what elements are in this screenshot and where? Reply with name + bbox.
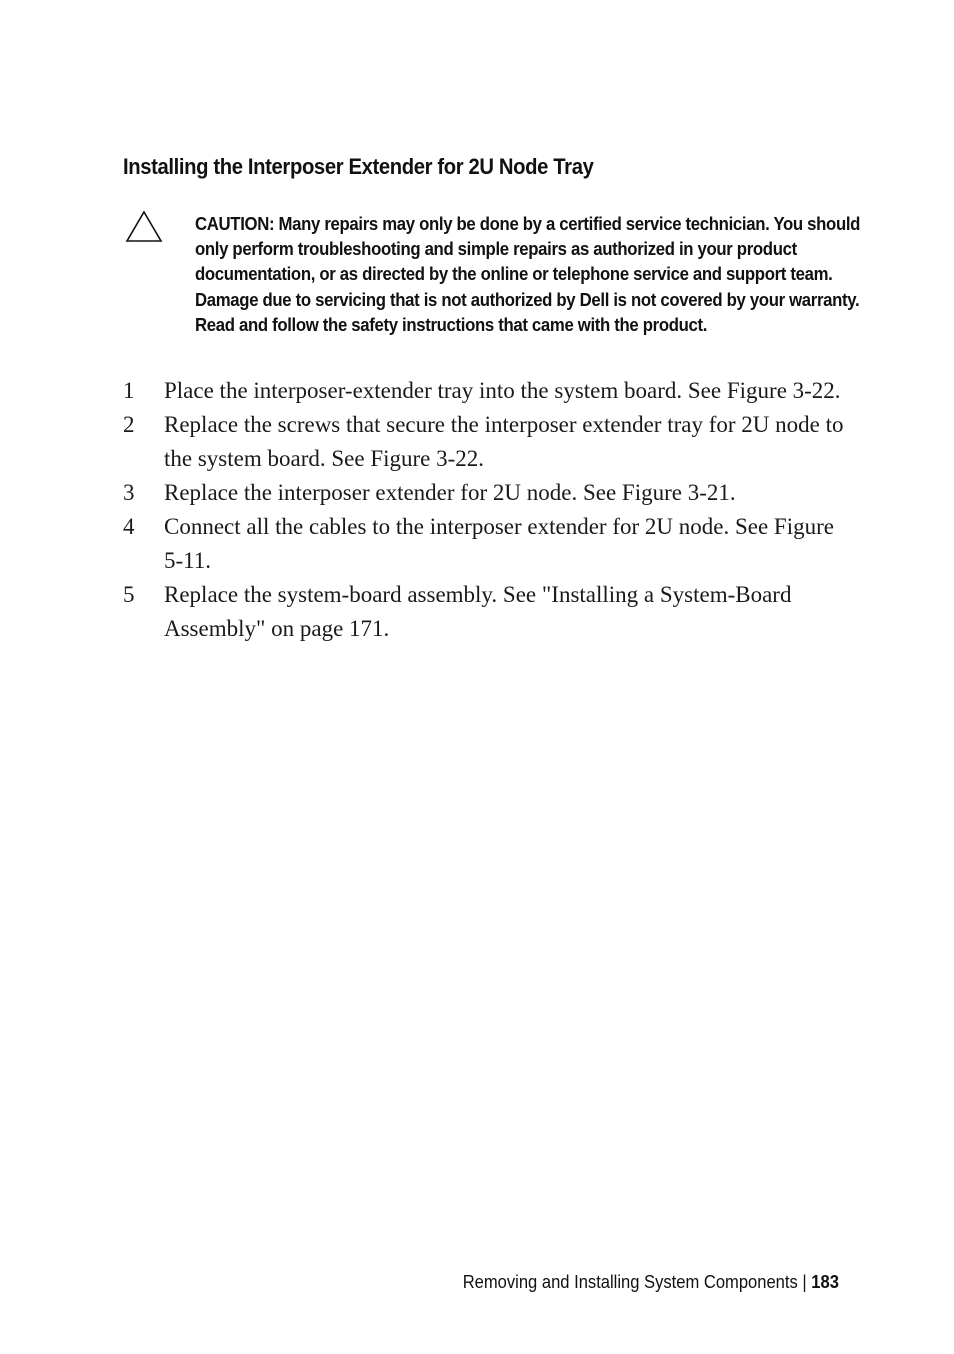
procedure-steps [123,374,863,646]
step-number: 3 [123,480,135,505]
step-item [123,408,863,476]
step-item [123,510,863,578]
step-text: Connect all the cables to the interposer extender for 2U node. See Figure 5-11. [164,514,834,573]
step-text: Replace the interposer extender for 2U node. See Figure 3-21. [164,480,736,505]
step-item [123,578,863,646]
step-text: Replace the screws that secure the interposer extender tray for 2U node to the system board. See Figure 3-22. [164,412,844,471]
section-title: Installing the Interposer Extender for 2U Node Tray [123,154,594,179]
footer-separator: | [802,1272,807,1292]
caution-text: CAUTION: Many repairs may only be done by a certified service technician. You should only perform troubleshooting and simple repairs as authorized in your product documentation, or as directed by the online or telephone service and support team. Damage due to servicing that is not authorized by Dell is not covered by your warranty. Read and follow the safety instructions that came with the product. [195,214,861,335]
page-footer [463,1272,839,1293]
caution-triangle-icon [125,210,163,244]
step-text: Place the interposer-extender tray into the system board. See Figure 3-22. [164,378,841,403]
step-item [123,374,863,408]
step-number: 4 [123,514,135,539]
step-number: 2 [123,412,135,437]
step-text: Replace the system-board assembly. See "Installing a System-Board Assembly" on page 171. [164,582,792,641]
page-number: 183 [811,1272,839,1292]
step-number: 1 [123,378,135,403]
footer-chapter-title: Removing and Installing System Components [462,1272,798,1292]
step-number: 5 [123,582,135,607]
step-item [123,476,863,510]
